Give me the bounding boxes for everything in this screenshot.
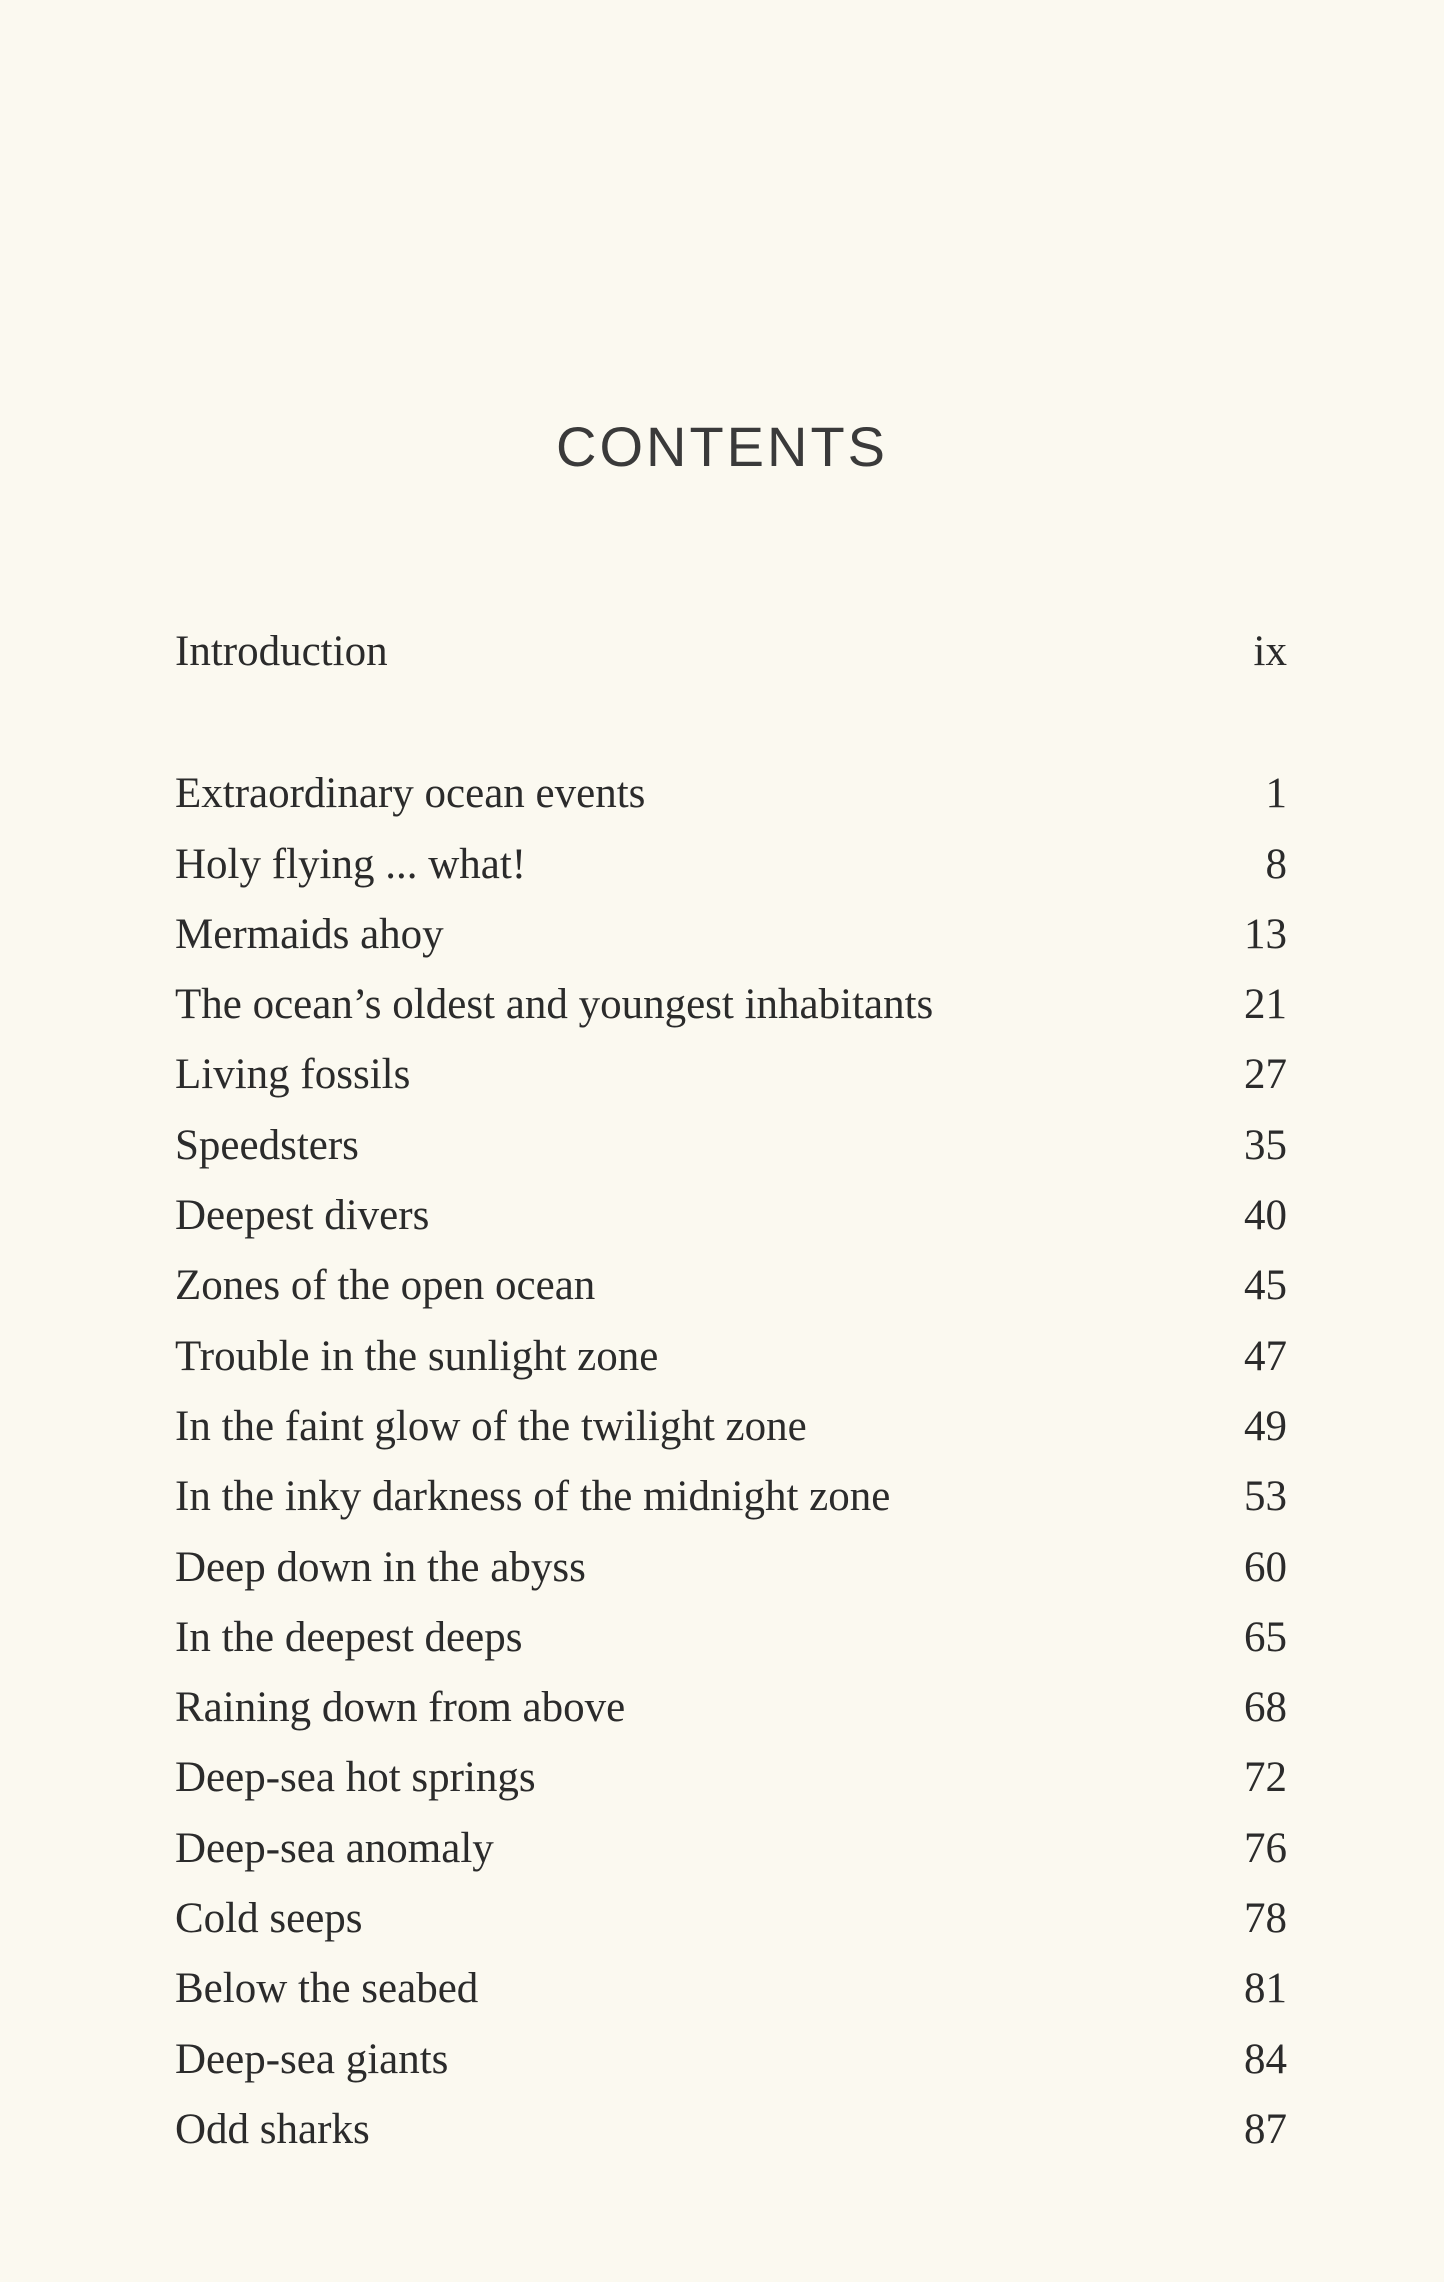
- toc-entry-label: Mermaids ahoy: [175, 910, 444, 958]
- toc-entry-page: 8: [1265, 840, 1287, 888]
- toc-entry: [175, 1392, 1287, 1462]
- toc-entry: [175, 1673, 1287, 1743]
- toc-entry-page: 76: [1244, 1824, 1287, 1872]
- toc-entry-label: Deep-sea anomaly: [175, 1824, 494, 1872]
- toc-entry-page: 1: [1265, 770, 1287, 818]
- toc-entry-page: 68: [1244, 1684, 1287, 1732]
- toc-entry: [175, 1111, 1287, 1181]
- toc-entry: [175, 1743, 1287, 1813]
- toc-entry: [175, 1462, 1287, 1532]
- toc-entry-label: Cold seeps: [175, 1895, 363, 1943]
- toc-entry-page: 45: [1244, 1262, 1287, 1310]
- toc-entry-label: Deep-sea hot springs: [175, 1754, 536, 1802]
- toc-entry-label: Raining down from above: [175, 1684, 626, 1732]
- table-of-contents: [175, 617, 1287, 2165]
- toc-entry-page: 53: [1244, 1473, 1287, 1521]
- toc-entry: [175, 1040, 1287, 1110]
- toc-entry: [175, 1533, 1287, 1603]
- toc-entry-label: Trouble in the sunlight zone: [175, 1332, 659, 1380]
- toc-entry-page: 78: [1244, 1895, 1287, 1943]
- toc-entry-page: 40: [1244, 1192, 1287, 1240]
- toc-entry: [175, 970, 1287, 1040]
- toc-entry-introduction: [175, 617, 1287, 687]
- toc-entry-page: 87: [1244, 2105, 1287, 2153]
- toc-entry-page: 35: [1244, 1121, 1287, 1169]
- toc-entry-page: 81: [1244, 1965, 1287, 2013]
- toc-entry-page: 84: [1244, 2035, 1287, 2083]
- toc-entry-page: 72: [1244, 1754, 1287, 1802]
- toc-entry-label: Introduction: [175, 628, 388, 675]
- toc-entry: [175, 1954, 1287, 2024]
- toc-entry: [175, 2095, 1287, 2165]
- toc-entry-label: The ocean’s oldest and youngest inhabitants: [175, 981, 934, 1029]
- toc-entry-label: In the deepest deeps: [175, 1613, 523, 1661]
- toc-entry: [175, 1603, 1287, 1673]
- toc-entry-label: Odd sharks: [175, 2105, 370, 2153]
- toc-entry-label: Holy flying ... what!: [175, 840, 527, 888]
- toc-entry: [175, 1884, 1287, 1954]
- toc-entry-label: Living fossils: [175, 1051, 411, 1099]
- toc-entry: [175, 2025, 1287, 2095]
- toc-entry-page: 13: [1244, 910, 1287, 958]
- toc-entry-label: Speedsters: [175, 1121, 359, 1169]
- toc-entry: [175, 1181, 1287, 1251]
- toc-entry-page: 65: [1244, 1613, 1287, 1661]
- page-title: CONTENTS: [556, 414, 888, 478]
- toc-entry-label: Deep down in the abyss: [175, 1543, 586, 1591]
- toc-entry-label: In the faint glow of the twilight zone: [175, 1402, 807, 1450]
- toc-entry-label: Zones of the open ocean: [175, 1262, 596, 1310]
- toc-entry-label: In the inky darkness of the midnight zone: [175, 1473, 891, 1521]
- toc-entry-page: 27: [1244, 1051, 1287, 1099]
- toc-entry: [175, 1251, 1287, 1321]
- toc-entry-page: 21: [1244, 981, 1287, 1029]
- toc-entry: [175, 830, 1287, 900]
- toc-entry: [175, 1322, 1287, 1392]
- toc-entry-page: 49: [1244, 1402, 1287, 1450]
- toc-entry: [175, 1814, 1287, 1884]
- toc-entry: [175, 759, 1287, 829]
- toc-entry-label: Deepest divers: [175, 1192, 430, 1240]
- toc-entry-page: 60: [1244, 1543, 1287, 1591]
- toc-entry-label: Extraordinary ocean events: [175, 770, 646, 818]
- toc-entry-label: Deep-sea giants: [175, 2035, 449, 2083]
- toc-entry-page: ix: [1253, 628, 1287, 675]
- toc-entry: [175, 900, 1287, 970]
- toc-entry-label: Below the seabed: [175, 1965, 479, 2013]
- toc-entry-page: 47: [1244, 1332, 1287, 1380]
